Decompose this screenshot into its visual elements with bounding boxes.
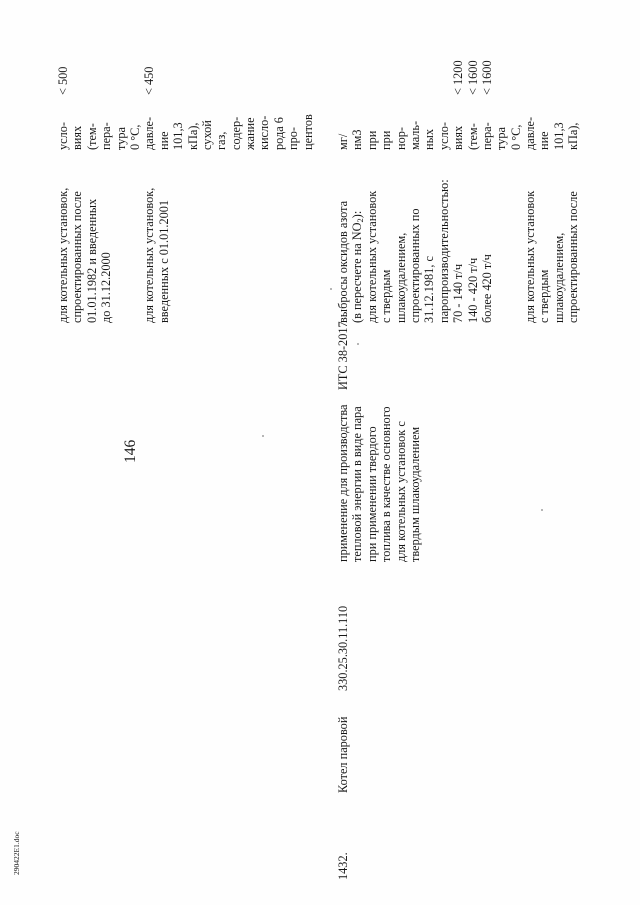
condition-line: 31.12.1981, с bbox=[422, 256, 437, 323]
indicator-line: для котельных установок, bbox=[142, 187, 157, 323]
indicator-title: выбросы оксидов азота bbox=[336, 200, 350, 323]
condition-line: спроектированных по bbox=[407, 208, 422, 323]
unit-line: 101,3 bbox=[171, 122, 186, 150]
later-condition-group bbox=[523, 179, 581, 323]
unit-line: содер- bbox=[228, 116, 243, 150]
unit-line: тура bbox=[113, 127, 128, 150]
reference-document: ИТС 38-2017 bbox=[336, 321, 350, 390]
basis-suffix: ): bbox=[350, 210, 365, 219]
indicator-line: спроектированных после bbox=[70, 191, 85, 323]
unit-line: при bbox=[379, 130, 394, 150]
unit-line: центов bbox=[300, 114, 315, 150]
basis-prefix: (в пересчете на NO bbox=[350, 222, 365, 323]
unit-line: (тем- bbox=[465, 123, 480, 150]
unit-line: при bbox=[364, 130, 379, 150]
unit-line: сухой bbox=[199, 120, 214, 150]
unit-line: тура bbox=[494, 127, 509, 150]
condition-line: паропроизводительностью: bbox=[436, 179, 451, 323]
limit-value: < 1600 bbox=[465, 60, 480, 95]
unit-line: давле- bbox=[523, 116, 538, 150]
unit-line: рода 6 bbox=[271, 117, 286, 150]
continued-units-cell bbox=[56, 114, 315, 150]
row-number: 1432. bbox=[336, 852, 350, 880]
description-line: тепловой энергии в виде пара bbox=[350, 406, 365, 562]
condition-line: для котельных установок bbox=[523, 190, 538, 323]
capacity-range: более 420 т/ч bbox=[479, 254, 494, 323]
unit-line: 0 °С, bbox=[508, 124, 523, 150]
condition-line: для котельных установок bbox=[364, 190, 379, 323]
unit-line: нор- bbox=[393, 127, 408, 150]
condition-line: с твердым bbox=[379, 269, 394, 323]
indicator-basis-line bbox=[350, 179, 364, 323]
limit-value: < 500 bbox=[56, 66, 70, 95]
unit-line: виях bbox=[70, 125, 85, 150]
description-line: твердым шлакоудалением bbox=[407, 426, 422, 562]
limit-value: < 1600 bbox=[479, 60, 494, 95]
condition-line: шлакоудалением, bbox=[393, 232, 408, 323]
classification-code: 330.25.30.11.110 bbox=[336, 605, 350, 691]
unit-line: давле- bbox=[142, 116, 157, 150]
description-line: применение для производства bbox=[336, 404, 350, 562]
unit-line: ных bbox=[422, 129, 437, 150]
limit-value: < 1200 bbox=[451, 60, 466, 95]
unit-line: ние bbox=[537, 131, 552, 150]
unit-line: газ, bbox=[214, 131, 229, 150]
capacity-range: 140 - 420 т/ч bbox=[465, 257, 480, 323]
unit-line: (тем- bbox=[84, 123, 99, 150]
condition-line: с твердым bbox=[537, 269, 552, 323]
scan-speck bbox=[330, 288, 332, 290]
unit-line: 101,3 bbox=[551, 122, 566, 150]
unit-line: маль- bbox=[407, 120, 422, 150]
unit-line: про- bbox=[286, 127, 301, 150]
unit-line: ние bbox=[156, 131, 171, 150]
capacity-range: 70 - 140 т/ч bbox=[451, 263, 466, 323]
continued-indicator-entry bbox=[56, 188, 114, 323]
unit-line: кПа), bbox=[185, 122, 200, 150]
unit-line: кисло- bbox=[257, 115, 272, 150]
description-line: при применении твердого bbox=[364, 426, 379, 562]
unit-line: пера- bbox=[99, 122, 114, 150]
unit-line: 0 °С, bbox=[127, 124, 142, 150]
unit-line: кПа), bbox=[566, 122, 581, 150]
unit-line: мг/ bbox=[336, 133, 350, 150]
limit-values-cell bbox=[451, 60, 494, 95]
units-cell bbox=[336, 117, 581, 150]
scan-speck bbox=[541, 509, 543, 511]
unit-line: нм3 bbox=[350, 129, 365, 150]
continued-indicator-entry bbox=[142, 188, 171, 323]
indicator-line: до 31.12.2000 bbox=[99, 252, 114, 323]
basis-subscript: 2 bbox=[355, 218, 366, 223]
page-number: 146 bbox=[122, 439, 139, 463]
limit-value: < 450 bbox=[142, 66, 157, 95]
condition-line: спроектированных после bbox=[566, 191, 581, 323]
equipment-name: Котел паровой bbox=[336, 716, 350, 793]
indicator-line: введенных с 01.01.2001 bbox=[156, 199, 171, 323]
indicator-line: для котельных установок, bbox=[56, 187, 70, 323]
document-filename: 290422E1.doc bbox=[12, 831, 21, 875]
unit-line: усло- bbox=[56, 122, 70, 150]
unit-line: жание bbox=[243, 117, 258, 150]
application-description bbox=[336, 405, 422, 562]
description-line: топлива в качестве основного bbox=[379, 406, 394, 562]
indicator-cell bbox=[336, 179, 581, 323]
unit-line: пера- bbox=[479, 122, 494, 150]
condition-line: шлакоудалением, bbox=[551, 232, 566, 323]
description-line: для котельных установок с bbox=[393, 421, 408, 562]
indicator-line: 01.01.1982 и введенных bbox=[84, 198, 99, 323]
scan-speck bbox=[262, 435, 264, 437]
unit-line: виях bbox=[451, 125, 466, 150]
scan-speck bbox=[357, 343, 359, 345]
unit-line: усло- bbox=[436, 122, 451, 150]
